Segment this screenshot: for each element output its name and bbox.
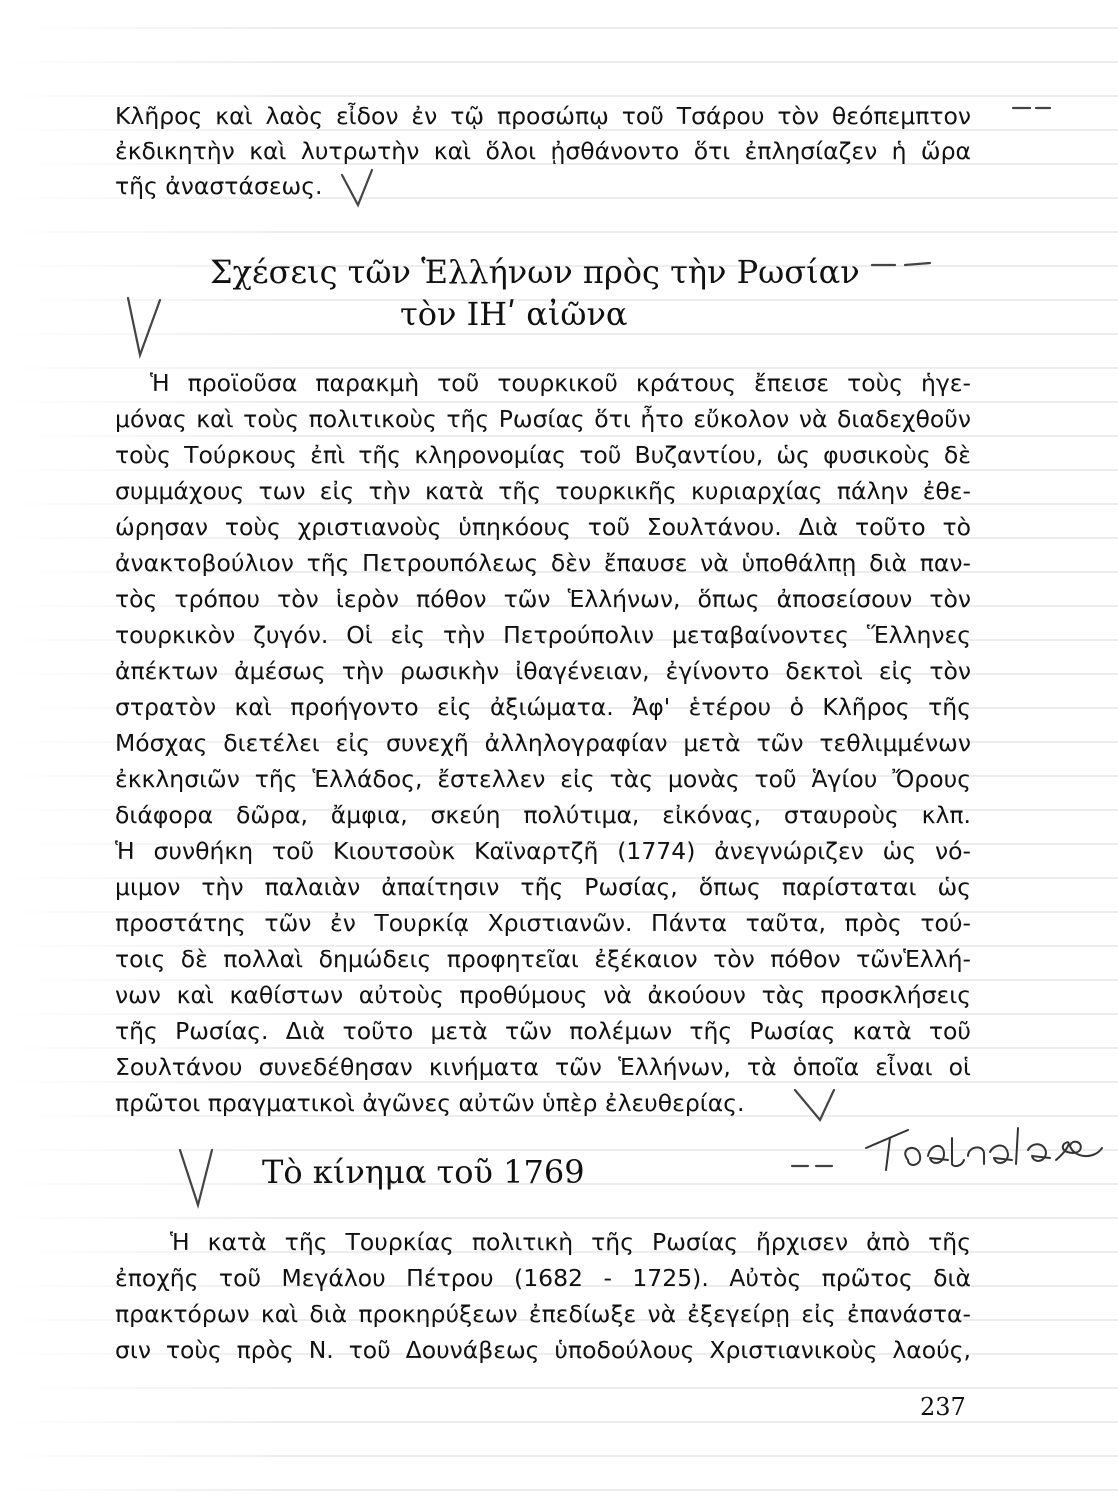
handwritten-signature <box>858 1108 1118 1188</box>
section-heading-1-line2: τὸν ΙΗʹ αἰῶνα <box>400 295 628 333</box>
page-number: 237 <box>920 1393 966 1421</box>
body-line: Ἡ συνθήκη τοῦ Κιουτσοὺκ Καϊναρτζῆ (1774) ἀνεγνώριζεν ὡς νό- <box>115 837 971 865</box>
intro-line: τῆς ἀναστάσεως. <box>115 172 323 200</box>
body-line: προστάτης τῶν ἐν Τουρκίᾳ Χριστιανῶν. Πάντα ταῦτα, πρὸς τού- <box>115 909 971 937</box>
body-line: Ἡ προϊοῦσα παρακμὴ τοῦ τουρκικοῦ κράτους ἔπεισε τοὺς ἡγε- <box>150 369 971 397</box>
section-heading-2: Τὸ κίνημα τοῦ 1769 <box>262 1153 585 1191</box>
body-line: συμμάχους των εἰς τὴν κατὰ τῆς τουρκικῆς κυριαρχίας πάλην ἐθε- <box>115 477 971 505</box>
body-line: Ἡ κατὰ τῆς Τουρκίας πολιτικὴ τῆς Ρωσίας ἤρχισεν ἀπὸ τῆς <box>170 1228 971 1256</box>
body-line: μόνας καὶ τοὺς πολιτικοὺς τῆς Ρωσίας ὅτι ἦτο εὔκολον νὰ διαδεχθοῦν <box>115 405 971 433</box>
intro-line: Κλῆρος καὶ λαὸς εἶδον ἐν τῷ προσώπῳ τοῦ Τσάρου τὸν θεόπεμπτον <box>115 102 971 130</box>
check-mark <box>180 1150 212 1205</box>
check-mark <box>128 298 160 355</box>
body-line: τουρκικὸν ζυγόν. Οἱ εἰς τὴν Πετρούπολιν μεταβαίνοντες Ἕλληνες <box>115 621 971 649</box>
body-line: μιμον τὴν παλαιὰν ἀπαίτησιν τῆς Ρωσίας, ὅπως παρίσταται ὡς <box>115 873 971 901</box>
body-line: ώρησαν τοὺς χριστιανοὺς ὑπηκόους τοῦ Σουλτάνου. Διὰ τοῦτο τὸ <box>115 513 971 541</box>
intro-line: ἐκδικητὴν καὶ λυτρωτὴν καὶ ὅλοι ᾐσθάνοντο ὅτι ἐπλησίαζεν ἡ ὥρα <box>115 137 971 165</box>
dash-mark <box>905 263 930 265</box>
body-line: πρακτόρων καὶ διὰ προκηρύξεων ἐπεδίωξε νὰ ἐξεγείρῃ εἰς ἐπανάστα- <box>115 1300 971 1328</box>
body-line: Μόσχας διετέλει εἰς συνεχῆ ἀλληλογραφίαν μετὰ τῶν τεθλιμμένων <box>115 729 971 757</box>
body-line: τοις δὲ πολλαὶ δημώδεις προφητεῖαι ἐξέκαιον τὸν πόθον τῶνἙλλή- <box>115 945 971 973</box>
body-line: τῆς Ρωσίας. Διὰ τοῦτο μετὰ τῶν πολέμων τῆς Ρωσίας κατὰ τοῦ <box>115 1017 971 1045</box>
body-line: τὸς τρόπου τὸν ἱερὸν πόθον τῶν Ἑλλήνων, ὅπως ἀποσείσουν τὸν <box>115 585 971 613</box>
body-line: Σουλτάνου συνεδέθησαν κινήματα τῶν Ἑλλήνων, τὰ ὁποῖα εἶναι οἱ <box>115 1053 971 1081</box>
body-line: ἀπέκτων ἀμέσως τὴν ρωσικὴν ἰθαγένειαν, ἐγίνοντο δεκτοὶ εἰς τὸν <box>115 657 971 685</box>
section-heading-1: Σχέσεις τῶν Ἑλλήνων πρὸς τὴν Ρωσίαν <box>210 253 860 291</box>
body-line: στρατὸν καὶ προήγοντο εἰς ἀξιώματα. Ἀφ' ἑτέρου ὁ Κλῆρος τῆς <box>115 693 971 721</box>
body-line: τοὺς Τούρκους ἐπὶ τῆς κληρονομίας τοῦ Βυζαντίου, ὡς φυσικοὺς δὲ <box>115 441 971 469</box>
body-line: πρῶτοι πραγματικοὶ ἀγῶνες αὐτῶν ὑπὲρ ἐλευθερίας. <box>115 1089 745 1117</box>
body-line: ἐκκλησιῶν τῆς Ἑλλάδος, ἔστελλεν εἰς τὰς μονὰς τοῦ Ἁγίου Ὄρους <box>115 765 971 793</box>
body-line: νων καὶ καθίστων αὐτοὺς προθύμους νὰ ἀκούουν τὰς προσκλήσεις <box>115 981 971 1009</box>
body-line: σιν τοὺς πρὸς Ν. τοῦ Δουνάβεως ὑποδούλους Χριστιανικοὺς λαούς, <box>115 1336 971 1364</box>
body-line: ἐποχῆς τοῦ Μεγάλου Πέτρου (1682 - 1725). Αὐτὸς πρῶτος διὰ <box>115 1264 971 1292</box>
body-line: διάφορα δῶρα, ἄμφια, σκεύη πολύτιμα, εἰκόνας, σταυροὺς κλπ. <box>115 801 971 829</box>
body-line: ἀνακτοβούλιον τῆς Πετρουπόλεως δὲν ἔπαυσε νὰ ὑποθάλπῃ διὰ παν- <box>115 549 971 577</box>
